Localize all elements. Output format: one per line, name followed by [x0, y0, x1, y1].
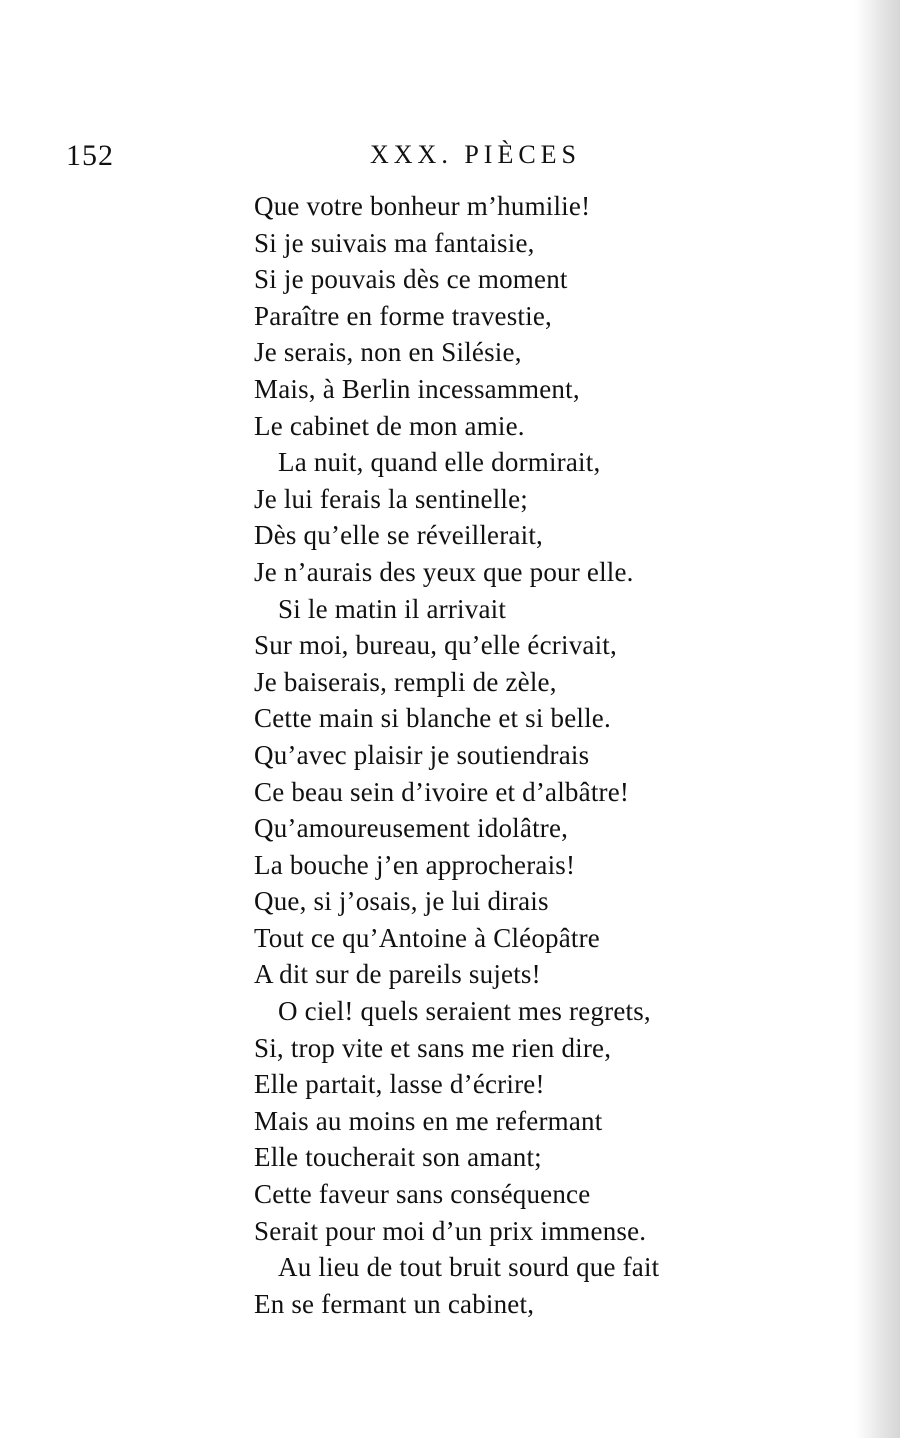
verse-line: Tout ce qu’Antoine à Cléopâtre — [254, 922, 600, 953]
verse-line: Mais au moins en me refermant — [254, 1105, 603, 1136]
verse-line: La nuit, quand elle dormirait, — [278, 447, 601, 478]
verse-line: En se fermant un cabinet, — [254, 1288, 535, 1319]
verse-line: Je baiserais, rempli de zèle, — [254, 666, 557, 697]
verse-line: O ciel! quels seraient mes regrets, — [278, 996, 651, 1027]
verse-line: Serait pour moi d’un prix immense. — [254, 1215, 647, 1246]
verse-line: A dit sur de pareils sujets! — [254, 959, 541, 990]
verse-line: Qu’avec plaisir je soutiendrais — [254, 739, 590, 770]
verse-line: Cette main si blanche et si belle. — [254, 703, 611, 734]
poem-text — [254, 188, 659, 1322]
verse-line: Que, si j’osais, je lui dirais — [254, 886, 549, 917]
verse-line: Si, trop vite et sans me rien dire, — [254, 1032, 612, 1063]
verse-line: Mais, à Berlin incessamment, — [254, 373, 580, 404]
verse-line: La bouche j’en approcherais! — [254, 849, 576, 880]
verse-line: Je serais, non en Silésie, — [254, 337, 522, 368]
verse-line: Sur moi, bureau, qu’elle écrivait, — [254, 630, 617, 661]
verse-line: Je n’aurais des yeux que pour elle. — [254, 556, 634, 587]
verse-line: Je lui ferais la sentinelle; — [254, 483, 529, 514]
verse-line: Le cabinet de mon amie. — [254, 410, 525, 441]
page-number: 152 — [66, 139, 114, 172]
verse-line: Cette faveur sans conséquence — [254, 1179, 591, 1210]
verse-line: Dès qu’elle se réveillerait, — [254, 520, 543, 551]
running-head: XXX. PIÈCES — [370, 140, 582, 169]
verse-line: Ce beau sein d’ivoire et d’albâtre! — [254, 776, 630, 807]
verse-line: Si le matin il arrivait — [278, 593, 507, 624]
verse-line: Si je suivais ma fantaisie, — [254, 227, 535, 258]
verse-line: Si je pouvais dès ce moment — [254, 264, 568, 295]
verse-line: Elle toucherait son amant; — [254, 1142, 542, 1173]
verse-line: Paraître en forme travestie, — [254, 300, 552, 331]
verse-line: Que votre bonheur m’humilie! — [254, 191, 591, 221]
verse-line: Qu’amoureusement idolâtre, — [254, 813, 569, 844]
verse-line: Au lieu de tout bruit sourd que fait — [278, 1252, 660, 1283]
verse-line: Elle partait, lasse d’écrire! — [254, 1069, 545, 1100]
